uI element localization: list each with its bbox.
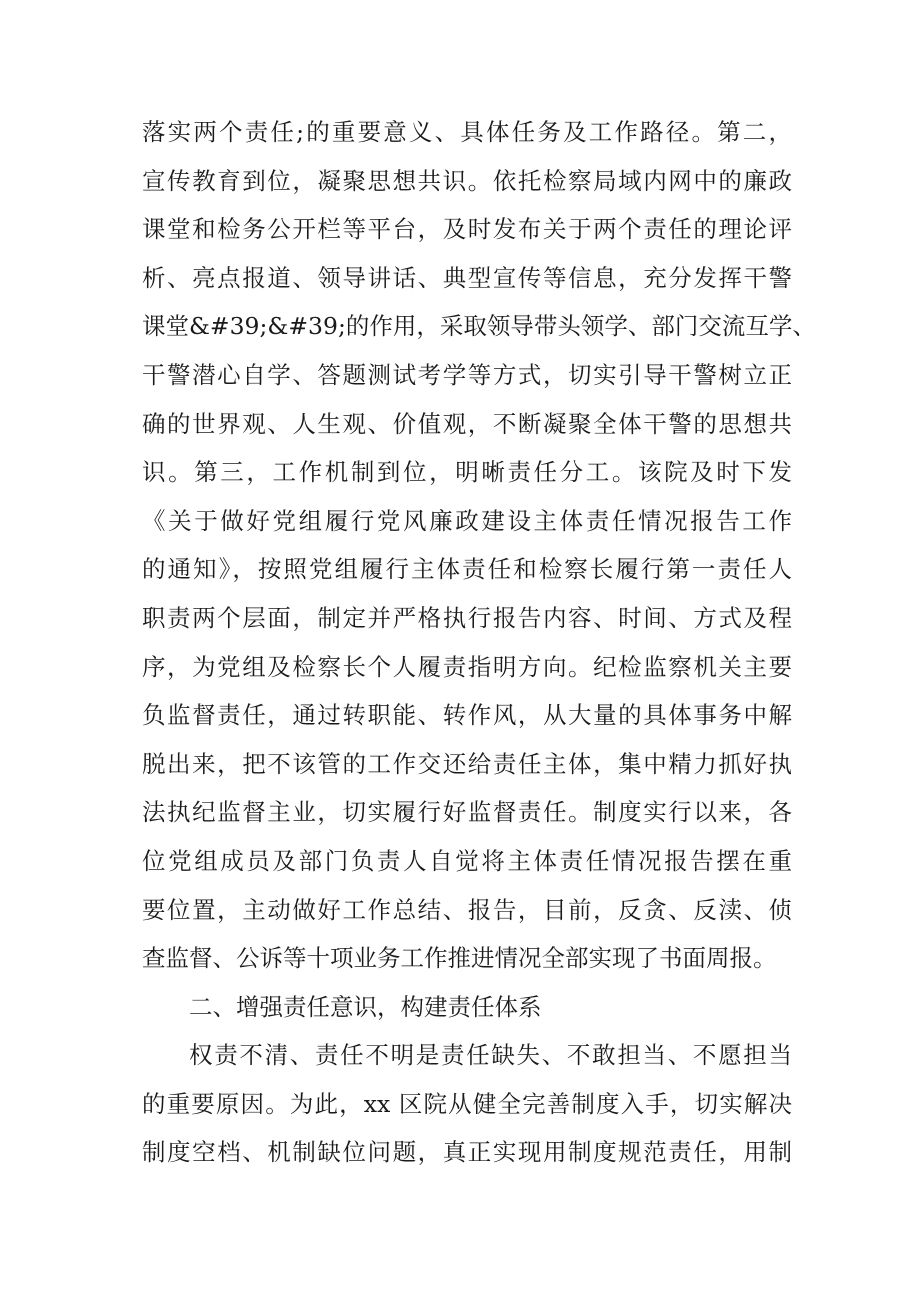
text-line: 查监督、公诉等十项业务工作推进情况全部实现了书面周报。: [142, 944, 777, 973]
text-line: 法执纪监督主业，切实履行好监督责任。制度实行以来，各: [142, 798, 792, 827]
text-line: 的通知》，按照党组履行主体责任和检察长履行第一责任人: [142, 555, 792, 584]
text-line: 识。第三，工作机制到位，明晰责任分工。该院及时下发: [142, 458, 792, 487]
text-line: 制度空档、机制缺位问题，真正实现用制度规范责任，用制: [142, 1138, 792, 1167]
text-line: 序，为党组及检察长个人履责指明方向。纪检监察机关主要: [142, 652, 792, 681]
text-line: 课堂和检务公开栏等平台，及时发布关于两个责任的理论评: [142, 215, 792, 244]
text-line: 析、亮点报道、领导讲话、典型宣传等信息，充分发挥干警: [142, 263, 792, 292]
text-line: 宣传教育到位，凝聚思想共识。依托检察局域内网中的廉政: [142, 166, 792, 195]
text-line: 的重要原因。为此，xx 区院从健全完善制度入手，切实解决: [142, 1089, 792, 1118]
text-line: 负监督责任，通过转职能、转作风，从大量的具体事务中解: [142, 701, 792, 730]
text-line: 要位置，主动做好工作总结、报告，目前，反贪、反渎、侦: [142, 895, 792, 924]
text-line: 确的世界观、人生观、价值观，不断凝聚全体干警的思想共: [142, 409, 792, 438]
paragraph-first-line: 权责不清、责任不明是责任缺失、不敢担当、不愿担当: [189, 1041, 792, 1070]
text-line: 脱出来，把不该管的工作交还给责任主体，集中精力抓好执: [142, 749, 792, 778]
body-text: [142, 108, 816, 1177]
text-line: 干警潜心自学、答题测试考学等方式，切实引导干警树立正: [142, 360, 792, 389]
text-line: 落实两个责任;的重要意义、具体任务及工作路径。第二，: [142, 118, 792, 146]
text-line: 课堂&#39;&#39;的作用，采取领导带头领学、部门交流互学、: [142, 312, 816, 341]
text-line: 《关于做好党组履行党风廉政建设主体责任情况报告工作: [142, 506, 792, 535]
text-line: 职责两个层面，制定并严格执行报告内容、时间、方式及程: [142, 603, 792, 632]
section-heading: 二、增强责任意识，构建责任体系: [189, 992, 542, 1021]
text-line: 位党组成员及部门负责人自觉将主体责任情况报告摆在重: [142, 846, 792, 875]
